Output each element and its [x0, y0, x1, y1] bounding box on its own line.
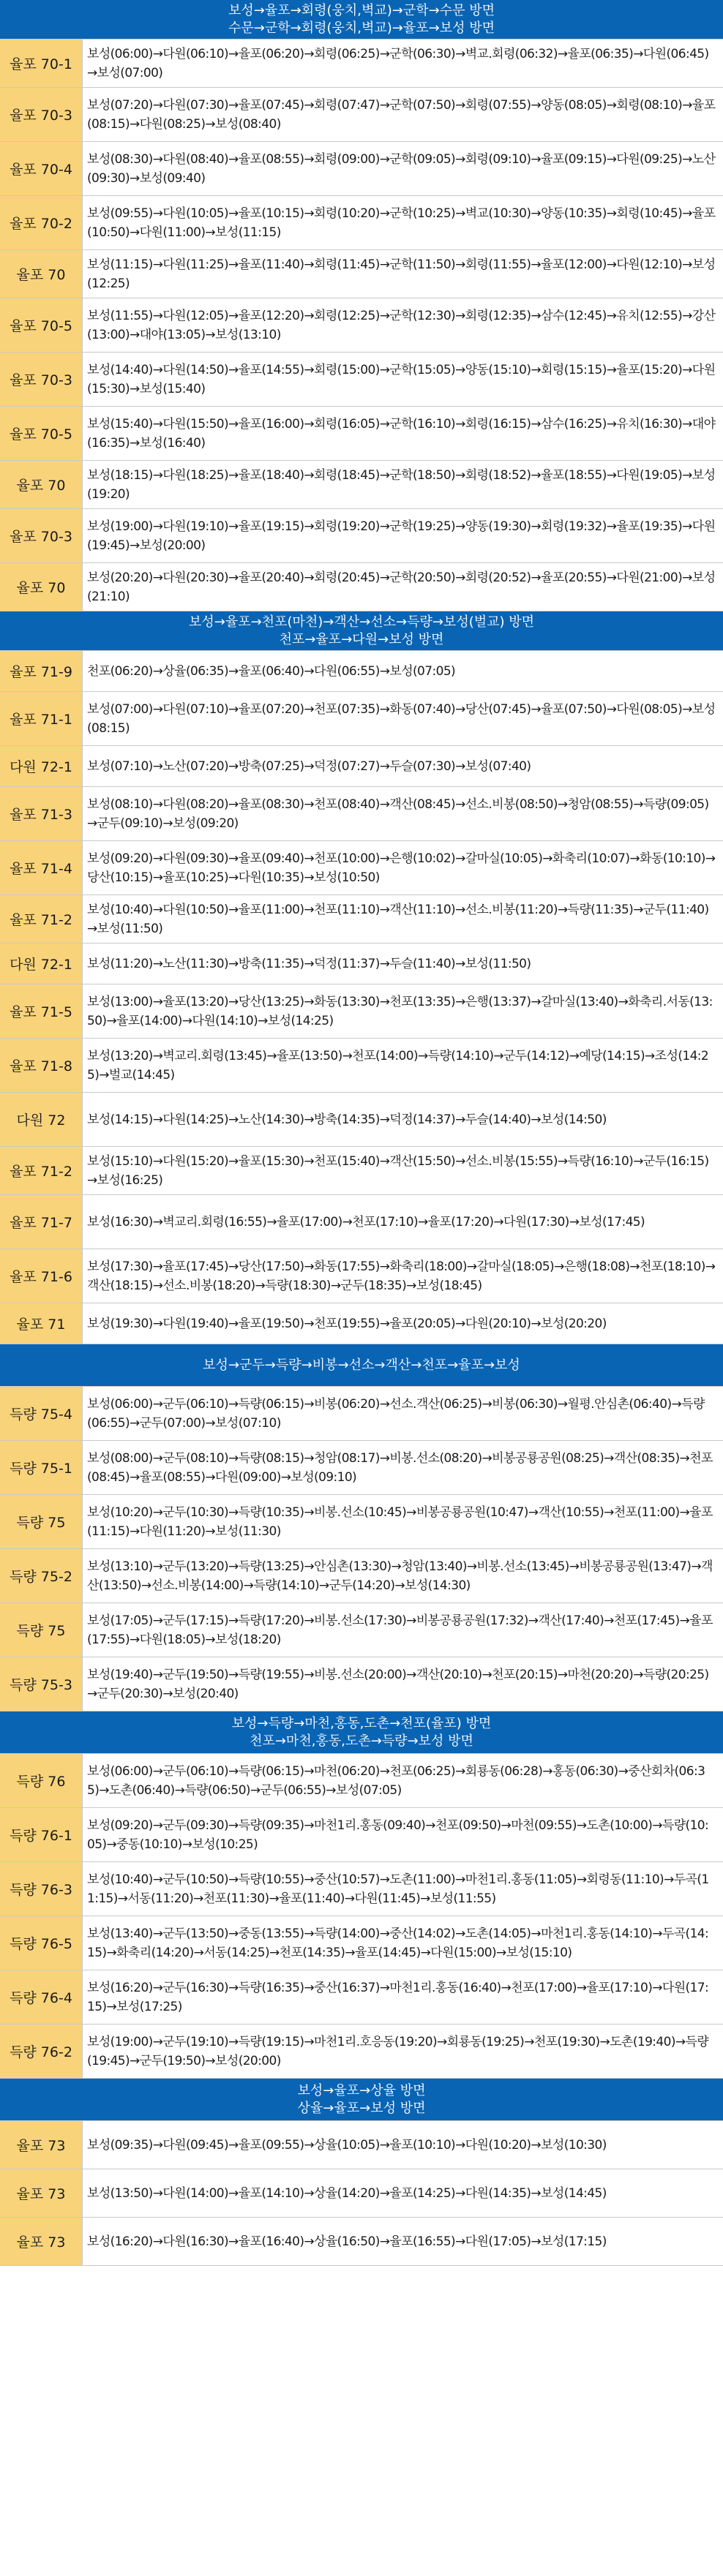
schedule-times: 보성(15:40)→다원(15:50)→율포(16:00)→회령(16:05)→군학(16:10)→회령(16:15)→삼수(16:25)→유치(16:30)→대야(16:35)→보성(16:40) [87, 416, 716, 451]
schedule-row [0, 746, 723, 787]
schedule-times: 보성(19:40)→군두(19:50)→득량(19:55)→비봉.선소(20:00)→객산(20:10)→천포(20:15)→마천(20:20)→득량(20:25)→군두(20:30)→보성(20:40) [87, 1667, 709, 1701]
route-number: 율포 71-8 [0, 1039, 83, 1092]
schedule-row [0, 1387, 723, 1441]
schedule-times: 보성(19:30)→다원(19:40)→율포(19:50)→천포(19:55)→율포(20:05)→다원(20:10)→보성(20:20) [87, 1316, 607, 1331]
route-number: 율포 70-5 [0, 407, 83, 460]
route-number: 다원 72-1 [0, 944, 83, 984]
section-header [0, 611, 723, 651]
schedule-times: 보성(08:30)→다원(08:40)→율포(08:55)→회령(09:00)→군학(09:05)→회령(09:10)→율포(09:15)→다원(09:25)→노산(09:30)→보성(09:40) [87, 151, 716, 186]
schedule-row [0, 509, 723, 563]
schedule-row [0, 651, 723, 692]
route-number: 득량 76-2 [0, 2025, 83, 2078]
route-section [0, 611, 723, 1344]
schedule-row [0, 1862, 723, 1916]
route-number: 율포 71-3 [0, 787, 83, 840]
schedule-times: 보성(06:00)→다원(06:10)→율포(06:20)→회령(06:25)→군학(06:30)→벽교.회령(06:32)→율포(06:35)→다원(06:45)→보성(07:00) [87, 46, 709, 80]
schedule-times: 보성(13:20)→벽교리.회령(13:45)→율포(13:50)→천포(14:00)→득량(14:10)→군두(14:12)→예당(14:15)→조성(14:25)→벌교(14:45) [87, 1048, 709, 1082]
schedule-row [0, 2218, 723, 2266]
schedule-times: 보성(19:00)→군두(19:10)→득량(19:15)→마천1리.호응동(19:20)→회룡동(19:25)→천포(19:30)→도촌(19:40)→득량(19:45)→군두(19:50)→보성(20:00) [87, 2034, 709, 2068]
route-number: 득량 75-3 [0, 1657, 83, 1711]
schedule-row [0, 2025, 723, 2079]
section-title-line: 보성→율포→회령(웅치,벽교)→군학→수문 방면 [228, 2, 495, 18]
schedule-row [0, 984, 723, 1039]
schedule-row [0, 1303, 723, 1344]
schedule-row [0, 1147, 723, 1195]
route-number: 율포 70-5 [0, 298, 83, 352]
schedule-times: 보성(13:10)→군두(13:20)→득량(13:25)→안심촌(13:30)→청암(13:40)→비봉.선소(13:45)→비봉공룡공원(13:47)→객산(13:50)→선소.비봉(14:00)→득량(14:10)→군두(14:20)→보성(14:30) [87, 1559, 713, 1593]
route-number: 다원 72-1 [0, 746, 83, 786]
schedule-row [0, 2169, 723, 2218]
route-number: 율포 70 [0, 250, 83, 298]
route-number: 율포 71 [0, 1303, 83, 1344]
section-title-line: 상율→율포→보성 방면 [297, 2100, 426, 2116]
schedule-times: 보성(10:40)→군두(10:50)→득량(10:55)→중산(10:57)→도촌(11:00)→마천1리.홍동(11:05)→회령동(11:10)→두곡(11:15)→서동(11:20)→천포(11:30)→율포(11:40)→다원(11:45)→보성(11:55) [87, 1872, 709, 1906]
schedule-row [0, 563, 723, 611]
route-number: 득량 75-4 [0, 1387, 83, 1440]
route-number: 득량 76-3 [0, 1862, 83, 1916]
route-number: 율포 70 [0, 461, 83, 508]
route-number: 득량 75 [0, 1495, 83, 1548]
route-number: 율포 73 [0, 2169, 83, 2217]
schedule-row [0, 1916, 723, 1970]
route-section [0, 0, 723, 611]
schedule-times: 보성(07:00)→다원(07:10)→율포(07:20)→천포(07:35)→화동(07:40)→당산(07:45)→율포(07:50)→다원(08:05)→보성(08:15) [87, 701, 716, 736]
section-title-line: 수문→군학→회령(웅치,벽교)→율포→보성 방면 [228, 20, 495, 36]
schedule-row [0, 895, 723, 944]
route-number: 득량 76-4 [0, 1970, 83, 2024]
schedule-times: 보성(06:00)→군두(06:10)→득량(06:15)→마천(06:20)→천포(06:25)→회룡동(06:28)→홍동(06:30)→중산회차(06:35)→도촌(06:40)→득량(06:50)→군두(06:55)→보성(07:05) [87, 1763, 705, 1798]
schedule-row [0, 196, 723, 250]
route-number: 율포 71-5 [0, 984, 83, 1038]
route-number: 율포 71-2 [0, 895, 83, 943]
schedule-times: 보성(19:00)→다원(19:10)→율포(19:15)→회령(19:20)→군학(19:25)→양동(19:30)→회령(19:32)→율포(19:35)→다원(19:45)→보성(20:00) [87, 519, 716, 553]
route-number: 율포 71-1 [0, 692, 83, 745]
schedule-times: 보성(07:10)→노산(07:20)→방축(07:25)→덕정(07:27)→두슬(07:30)→보성(07:40) [87, 758, 531, 774]
schedule-row [0, 944, 723, 984]
schedule-times: 보성(11:55)→다원(12:05)→율포(12:20)→회령(12:25)→군학(12:30)→회령(12:35)→삼수(12:45)→유치(12:55)→강산(13:00)→대야(13:05)→보성(13:10) [87, 308, 716, 342]
section-title-line: 보성→군두→득량→비봉→선소→객산→천포→율포→보성 [203, 1357, 520, 1373]
route-number: 율포 70 [0, 563, 83, 611]
schedule-times: 보성(17:30)→율포(17:45)→당산(17:50)→화동(17:55)→화축리(18:00)→갈마실(18:05)→은행(18:08)→천포(18:10)→객산(18:15)→선소.비봉(18:20)→득량(18:30)→군두(18:35)→보성(18:45) [87, 1259, 716, 1293]
route-number: 율포 71-4 [0, 841, 83, 895]
schedule-row [0, 2121, 723, 2169]
schedule-row [0, 1039, 723, 1093]
schedule-row [0, 1657, 723, 1711]
route-number: 율포 70-3 [0, 88, 83, 141]
section-header [0, 1344, 723, 1387]
route-section [0, 2079, 723, 2266]
schedule-row [0, 1093, 723, 1147]
route-number: 율포 71-6 [0, 1249, 83, 1303]
schedule-row [0, 1970, 723, 2025]
route-number: 율포 70-3 [0, 509, 83, 562]
schedule-times: 보성(09:20)→다원(09:30)→율포(09:40)→천포(10:00)→은행(10:02)→갈마실(10:05)→화축리(10:07)→화동(10:10)→당산(10:15)→율포(10:25)→다원(10:35)→보성(10:50) [87, 851, 716, 885]
schedule-times: 보성(20:20)→다원(20:30)→율포(20:40)→회령(20:45)→군학(20:50)→회령(20:52)→율포(20:55)→다원(21:00)→보성(21:10) [87, 570, 716, 604]
route-number: 율포 70-1 [0, 39, 83, 87]
schedule-times: 보성(10:20)→군두(10:30)→득량(10:35)→비봉.선소(10:45)→비봉공룡공원(10:47)→객산(10:55)→천포(11:00)→율포(11:15)→다원(11:20)→보성(11:30) [87, 1504, 713, 1539]
section-title-line: 보성→율포→상율 방면 [297, 2082, 426, 2098]
schedule-row [0, 298, 723, 353]
schedule-times: 천포(06:20)→상율(06:35)→율포(06:40)→다원(06:55)→보성(07:05) [87, 663, 456, 679]
route-section [0, 1344, 723, 1711]
section-title-line: 보성→득량→마천,홍동,도촌→천포(율포) 방면 [231, 1715, 492, 1731]
schedule-row [0, 1808, 723, 1862]
schedule-times: 보성(09:55)→다원(10:05)→율포(10:15)→회령(10:20)→군학(10:25)→벽교(10:30)→양동(10:35)→회령(10:45)→율포(10:50)→다원(11:00)→보성(11:15) [87, 206, 716, 240]
section-header [0, 2079, 723, 2121]
schedule-times: 보성(18:15)→다원(18:25)→율포(18:40)→회령(18:45)→군학(18:50)→회령(18:52)→율포(18:55)→다원(19:05)→보성(19:20) [87, 467, 716, 502]
section-header [0, 0, 723, 39]
schedule-row [0, 88, 723, 142]
schedule-row [0, 142, 723, 196]
schedule-times: 보성(10:40)→다원(10:50)→율포(11:00)→천포(11:10)→객산(11:10)→선소.비봉(11:20)→득량(11:35)→군두(11:40)→보성(11:50) [87, 902, 709, 936]
schedule-times: 보성(16:20)→다원(16:30)→율포(16:40)→상율(16:50)→율포(16:55)→다원(17:05)→보성(17:15) [87, 2234, 607, 2249]
schedule-times: 보성(16:30)→벽교리.회령(16:55)→율포(17:00)→천포(17:10)→율포(17:20)→다원(17:30)→보성(17:45) [87, 1214, 645, 1229]
schedule-row [0, 407, 723, 461]
route-number: 율포 70-4 [0, 142, 83, 195]
schedule-times: 보성(15:10)→다원(15:20)→율포(15:30)→천포(15:40)→객산(15:50)→선소.비봉(15:55)→득량(16:10)→군두(16:15)→보성(16:25) [87, 1153, 709, 1188]
route-number: 다원 72 [0, 1093, 83, 1146]
route-number: 득량 76-1 [0, 1808, 83, 1861]
route-number: 득량 75-1 [0, 1441, 83, 1494]
schedule-row [0, 39, 723, 88]
schedule-times: 보성(14:40)→다원(14:50)→율포(14:55)→회령(15:00)→군학(15:05)→양동(15:10)→회령(15:15)→율포(15:20)→다원(15:30)→보성(15:40) [87, 362, 716, 396]
section-title-line: 보성→율포→천포(마천)→객산→선소→득량→보성(벌교) 방면 [188, 614, 535, 630]
route-number: 득량 76-5 [0, 1916, 83, 1970]
schedule-row [0, 787, 723, 841]
route-number: 율포 73 [0, 2121, 83, 2169]
schedule-times: 보성(07:20)→다원(07:30)→율포(07:45)→회령(07:47)→군학(07:50)→회령(07:55)→양동(08:05)→회령(08:10)→율포(08:15)→다원(08:25)→보성(08:40) [87, 97, 716, 132]
route-number: 율포 71-7 [0, 1195, 83, 1249]
section-title-line: 천포→율포→다원→보성 방면 [279, 631, 444, 647]
schedule-times: 보성(13:00)→율포(13:20)→당산(13:25)→화동(13:30)→천포(13:35)→은행(13:37)→갈마실(13:40)→화축리.서동(13:50)→율포(14:00)→다원(14:10)→보성(14:25) [87, 994, 713, 1028]
route-number: 율포 70-3 [0, 353, 83, 406]
schedule-row [0, 692, 723, 746]
route-number: 율포 71-2 [0, 1147, 83, 1194]
schedule-row [0, 1195, 723, 1249]
schedule-row [0, 461, 723, 509]
schedule-row [0, 1549, 723, 1603]
schedule-row [0, 1249, 723, 1303]
route-number: 율포 70-2 [0, 196, 83, 249]
schedule-row [0, 353, 723, 407]
schedule-times: 보성(17:05)→군두(17:15)→득량(17:20)→비봉.선소(17:30)→비봉공룡공원(17:32)→객산(17:40)→천포(17:45)→율포(17:55)→다원(18:05)→보성(18:20) [87, 1613, 713, 1647]
schedule-times: 보성(08:00)→군두(08:10)→득량(08:15)→청암(08:17)→비봉.선소(08:20)→비봉공룡공원(08:25)→객산(08:35)→천포(08:45)→율포(08:55)→다원(09:00)→보성(09:10) [87, 1450, 713, 1485]
schedule-row [0, 1754, 723, 1808]
schedule-times: 보성(14:15)→다원(14:25)→노산(14:30)→방축(14:35)→덕정(14:37)→두슬(14:40)→보성(14:50) [87, 1112, 607, 1127]
schedule-times: 보성(09:20)→군두(09:30)→득량(09:35)→마천1리.홍동(09:40)→천포(09:50)→마천(09:55)→도촌(10:00)→득량(10:05)→중동(10:10)→보성(10:25) [87, 1818, 709, 1852]
route-section [0, 1711, 723, 2079]
schedule-row [0, 1603, 723, 1657]
schedule-times: 보성(06:00)→군두(06:10)→득량(06:15)→비봉(06:20)→선소.객산(06:25)→비봉(06:30)→월평.안심촌(06:40)→득량(06:55)→군두(07:00)→보성(07:10) [87, 1396, 705, 1431]
schedule-row [0, 250, 723, 298]
route-number: 득량 75-2 [0, 1549, 83, 1603]
schedule-row [0, 1495, 723, 1549]
schedule-times: 보성(09:35)→다원(09:45)→율포(09:55)→상율(10:05)→율포(10:10)→다원(10:20)→보성(10:30) [87, 2137, 607, 2153]
route-number: 율포 73 [0, 2218, 83, 2265]
schedule-times: 보성(11:20)→노산(11:30)→방축(11:35)→덕정(11:37)→두슬(11:40)→보성(11:50) [87, 956, 531, 971]
route-number: 득량 76 [0, 1754, 83, 1807]
schedule-times: 보성(11:15)→다원(11:25)→율포(11:40)→회령(11:45)→군학(11:50)→회령(11:55)→율포(12:00)→다원(12:10)→보성(12:25) [87, 257, 716, 291]
schedule-times: 보성(13:40)→군두(13:50)→중동(13:55)→득량(14:00)→중산(14:02)→도촌(14:05)→마천1리.홍동(14:10)→두곡(14:15)→화축리(14:20)→서동(14:25)→천포(14:35)→율포(14:45)→다원(15:00)→보성(15:10) [87, 1926, 709, 1960]
schedule-row [0, 841, 723, 895]
section-header [0, 1711, 723, 1754]
schedule-times: 보성(13:50)→다원(14:00)→율포(14:10)→상율(14:20)→율포(14:25)→다원(14:35)→보성(14:45) [87, 2185, 607, 2201]
section-title-line: 천포→마천,홍동,도촌→득량→보성 방면 [250, 1733, 473, 1749]
route-number: 득량 75 [0, 1603, 83, 1657]
route-number: 율포 71-9 [0, 651, 83, 691]
schedule-times: 보성(08:10)→다원(08:20)→율포(08:30)→천포(08:40)→객산(08:45)→선소.비봉(08:50)→청암(08:55)→득량(09:05)→군두(09:10)→보성(09:20) [87, 796, 709, 831]
schedule-row [0, 1441, 723, 1495]
schedule-times: 보성(16:20)→군두(16:30)→득량(16:35)→중산(16:37)→마천1리.홍동(16:40)→천포(17:00)→율포(17:10)→다원(17:15)→보성(17:25) [87, 1980, 709, 2014]
